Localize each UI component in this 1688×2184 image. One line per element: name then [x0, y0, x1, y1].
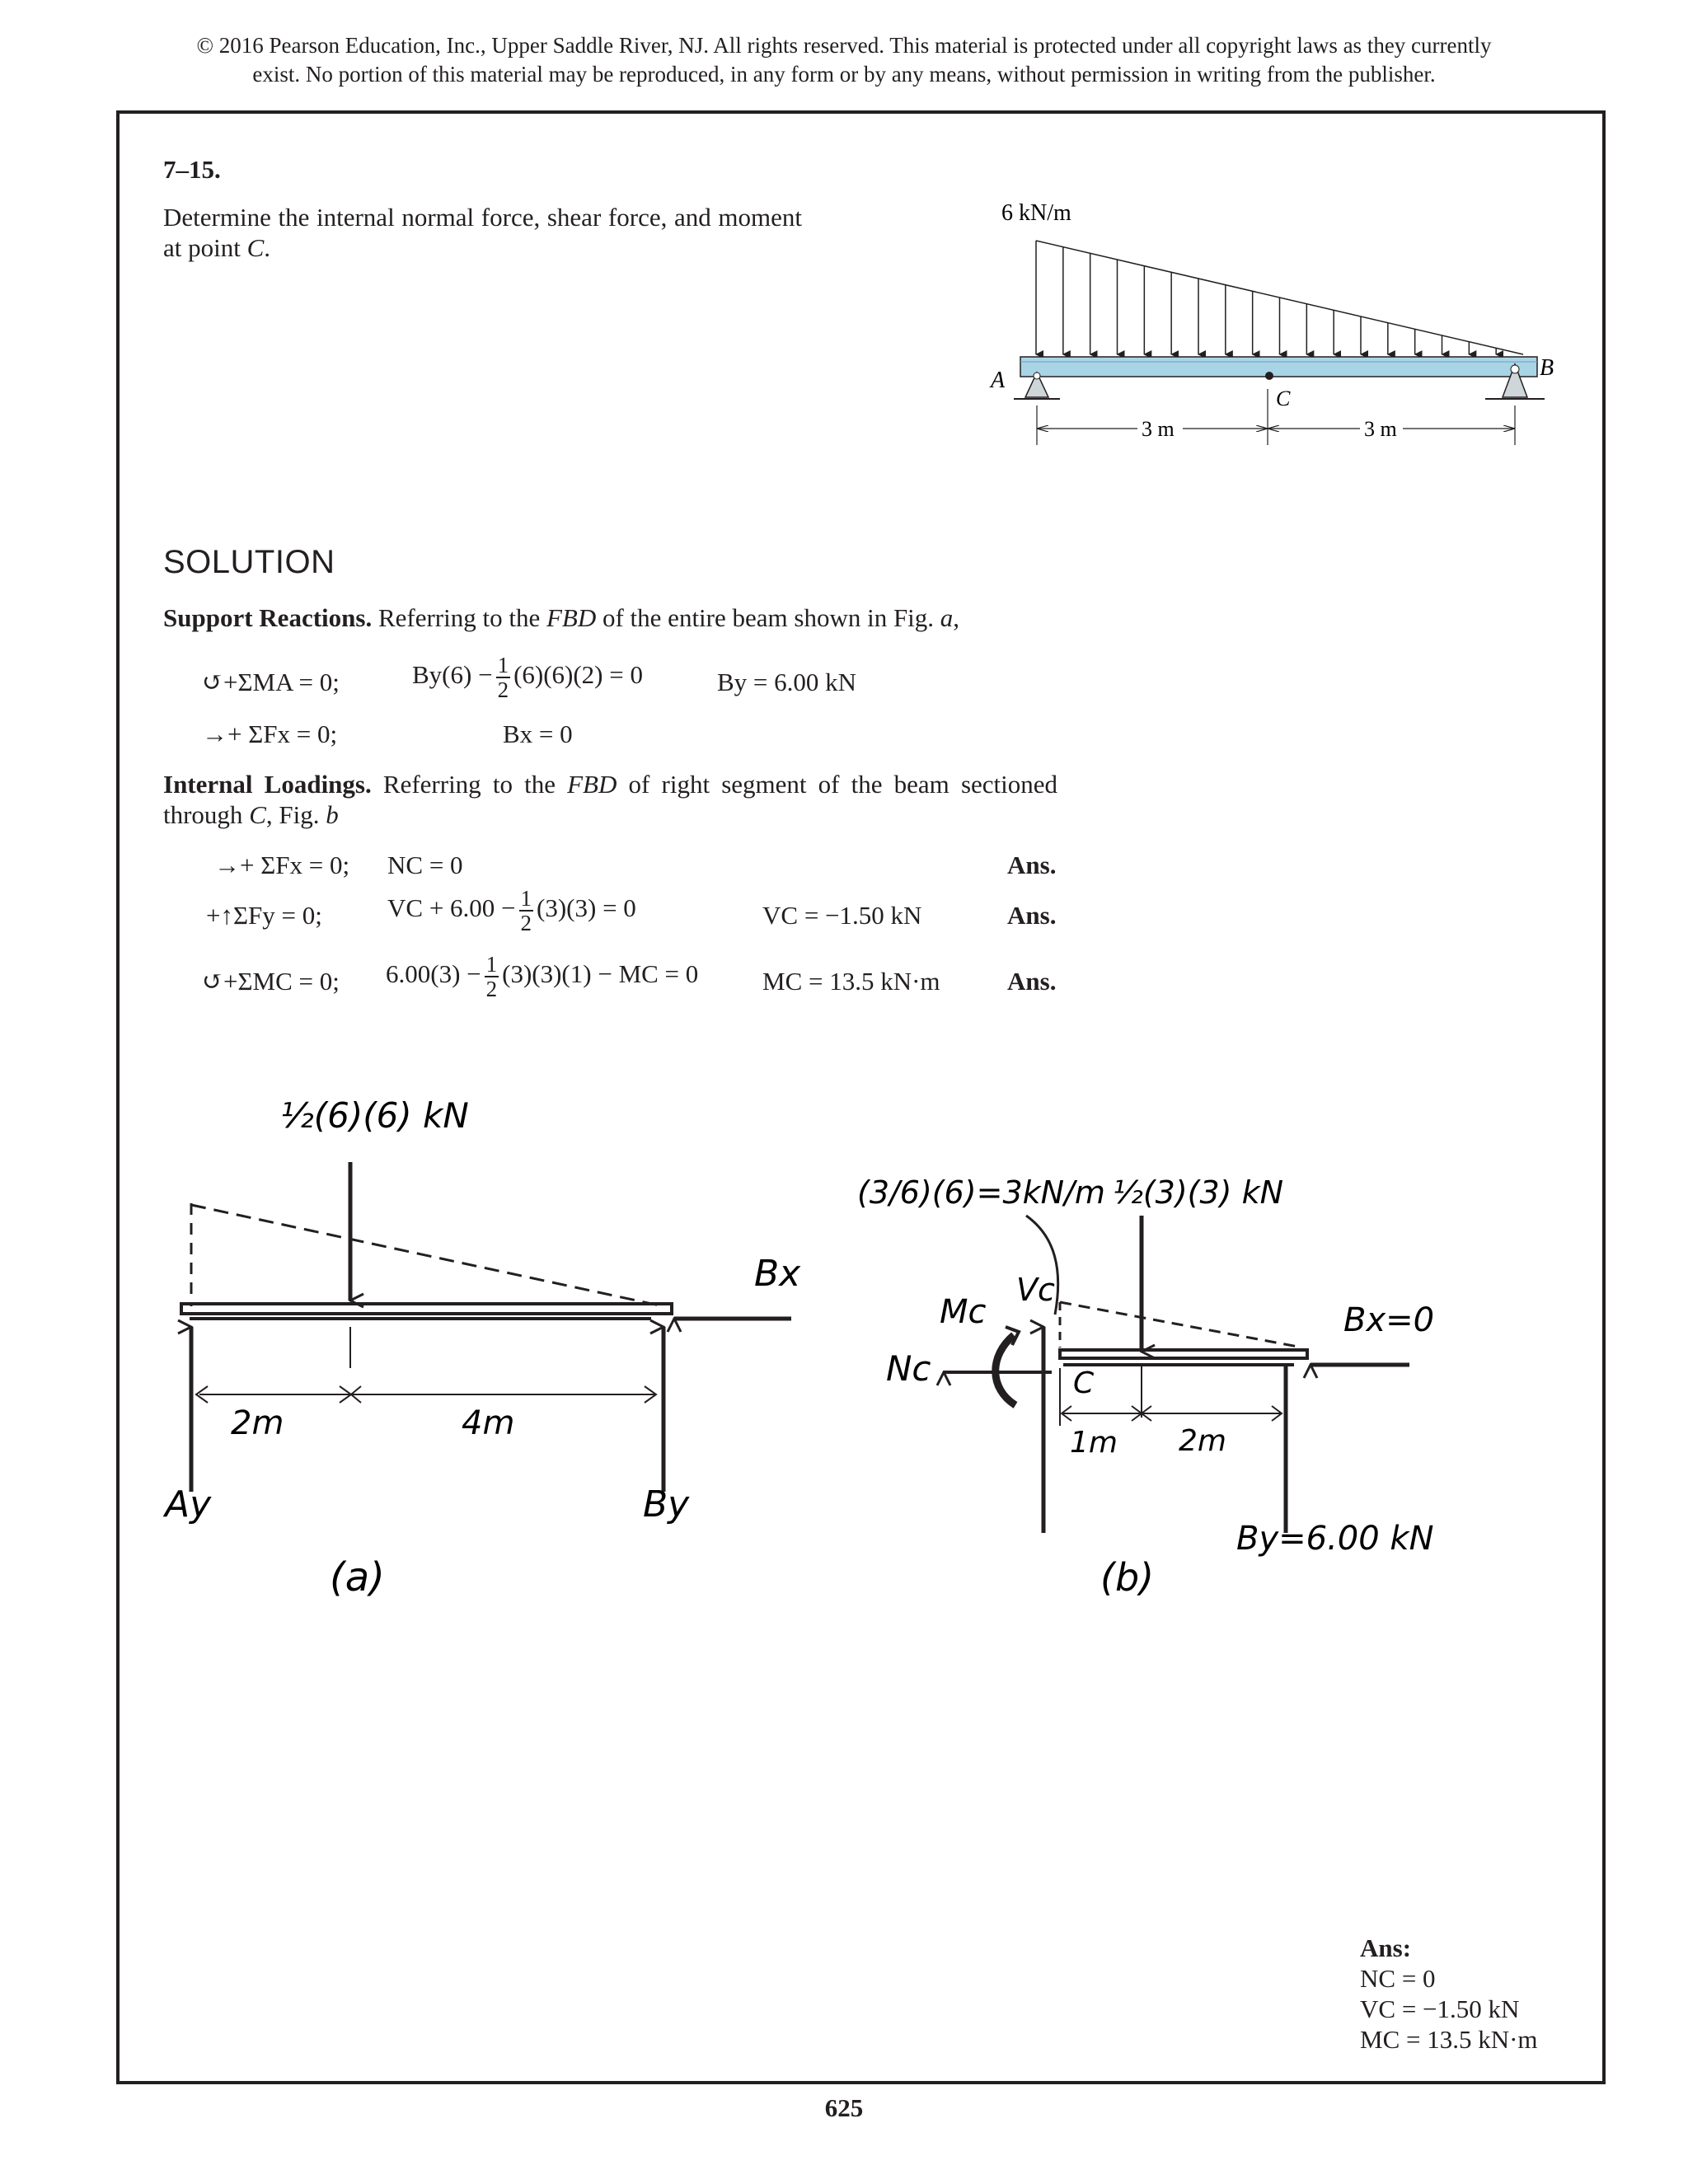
sketch-a-by: By [643, 1483, 690, 1526]
equation-3-body: NC = 0 [387, 851, 463, 879]
sketch-a-dim-2m: 2m [231, 1404, 284, 1442]
equation-4-result: VC = −1.50 kN [762, 901, 922, 930]
dimension-right: 3 m [1364, 417, 1397, 441]
equation-4-body: VC + 6.00 − $\frac{1}{2}$ (3)(3) = 0 [387, 886, 636, 935]
equation-1-body: By(6) − $\frac{1}{2}$ (6)(6)(2) = 0 [412, 653, 643, 702]
sketch-b-bx: Bx=0 [1343, 1301, 1435, 1339]
final-answers-box [1360, 1933, 1538, 2055]
equation-4-ans: Ans. [1007, 901, 1057, 930]
page-number: 625 [824, 2093, 864, 2122]
sketch-b-nc: Nc [886, 1348, 931, 1389]
copyright-line-2: exist. No portion of this material may be reproduced, in any form or by any means, without permission in writing from the publisher. [252, 62, 1436, 87]
sketch-b-fbd-right-segment [857, 1146, 1500, 1624]
sketch-a-ay: Ay [165, 1483, 212, 1526]
sketch-a-bx: Bx [754, 1253, 801, 1295]
final-answer-nc: NC = 0 [1360, 1964, 1436, 1993]
sketch-b-dim-1m: 1m [1070, 1426, 1118, 1460]
sketch-a-caption: (a) [330, 1554, 385, 1601]
final-answer-mc: MC = 13.5 kN·m [1360, 2025, 1538, 2054]
internal-title: Internal Loadings. [163, 770, 372, 799]
point-c-marker [1265, 372, 1273, 380]
problem-figure [973, 190, 1566, 453]
sketch-b-mc-moment [996, 1335, 1015, 1405]
support-b-label: B [1540, 355, 1554, 381]
equation-5-ans: Ans. [1007, 967, 1057, 996]
equation-5-result: MC = 13.5 kN·m [762, 967, 940, 996]
equation-2-condition: →+ ΣFx = 0; [202, 719, 338, 748]
dimension-left: 3 m [1142, 417, 1175, 441]
distributed-load-arrows [1036, 241, 1496, 354]
copyright-notice [66, 31, 1622, 89]
problem-text: Determine the internal normal force, shear force, and moment at point [163, 203, 802, 262]
sketch-b-dim-2m: 2m [1179, 1424, 1226, 1458]
internal-loadings-paragraph: Internal Loadings. Referring to the FBD of right segment of the beam sectioned through C, Fig. b [163, 770, 1058, 829]
sketch-b-caption: (b) [1100, 1555, 1155, 1600]
sketch-b-load-outline [1060, 1302, 1302, 1347]
support-a-label: A [991, 368, 1006, 393]
beam [1020, 357, 1537, 377]
equation-3-ans: Ans. [1007, 851, 1057, 879]
equation-5-condition: ↺+ΣMC = 0; [202, 967, 340, 996]
equation-5-body: 6.00(3) − $\frac{1}{2}$ (3)(3)(1) − MC = 0 [386, 952, 699, 1001]
equation-4-condition: +↑ΣFy = 0; [206, 901, 322, 930]
sketch-b-c: C [1073, 1366, 1095, 1400]
equation-1-result: By = 6.00 kN [717, 668, 857, 696]
sketch-b-resultant-label: ½(3)(3) kN [1113, 1174, 1283, 1211]
sketch-a-beam [181, 1304, 672, 1314]
sketch-a-fbd-entire-beam [157, 1080, 857, 1615]
copyright-line-1: © 2016 Pearson Education, Inc., Upper Saddle River, NJ. All rights reserved. This material is protected under all copyright laws as they currently [196, 33, 1492, 58]
support-title: Support Reactions. [163, 603, 373, 632]
equation-1-condition: ↺+ΣMA = 0; [202, 668, 340, 696]
solution-heading: SOLUTION [163, 544, 335, 580]
sketch-a-dim-4m: 4m [462, 1404, 515, 1442]
sketch-b-beam [1060, 1350, 1307, 1358]
final-answers-title: Ans: [1360, 1933, 1412, 1962]
sketch-b-by: By=6.00 kN [1236, 1520, 1434, 1558]
problem-statement [163, 202, 802, 263]
equation-3-condition: →+ ΣFx = 0; [214, 851, 350, 879]
sketch-a-load-label: ½(6)(6) kN [280, 1095, 469, 1136]
sketch-b-intensity-label: (3/6)(6)=3kN/m [857, 1174, 1105, 1211]
equation-2-body: Bx = 0 [503, 719, 573, 748]
sketch-b-mc: Mc [940, 1293, 987, 1331]
support-reactions-paragraph: Support Reactions. Referring to the FBD of the entire beam shown in Fig. a, [163, 603, 960, 632]
point-c-label: C [1276, 387, 1291, 410]
problem-point: C [246, 233, 265, 262]
problem-end: . [264, 233, 271, 262]
load-intensity-label: 6 kN/m [1001, 200, 1071, 226]
sketch-a-load-outline [191, 1205, 663, 1306]
final-answer-vc: VC = −1.50 kN [1360, 1994, 1520, 2023]
problem-number: 7–15. [163, 155, 221, 184]
sketch-b-vc: Vc [1016, 1272, 1055, 1308]
